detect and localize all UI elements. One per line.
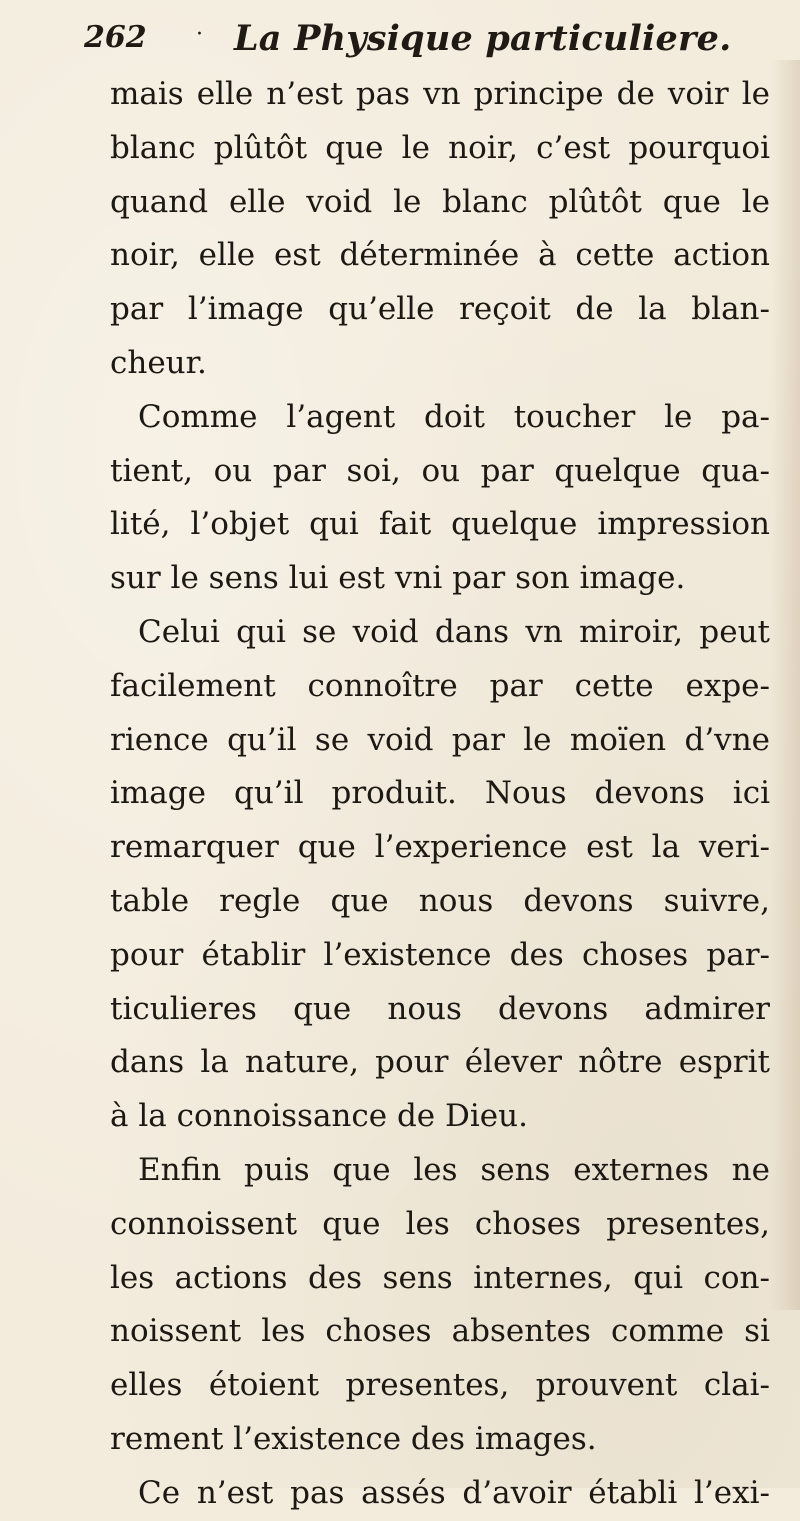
text-line: mais elle n’est pas vn principe de voir le	[110, 76, 770, 112]
text-line: elles étoient presentes, prouvent clai-	[110, 1367, 770, 1404]
text-line: par l’image qu’elle reçoit de la blan-	[110, 291, 770, 328]
text-line: les actions des sens internes, qui con-	[110, 1259, 770, 1296]
running-title: La Physique particuliere.	[234, 18, 732, 59]
text-line: table regle que nous devons suivre,	[110, 882, 770, 919]
page-number: 262	[84, 20, 147, 55]
text-line: pour établir l’existence des choses par-	[110, 936, 770, 973]
paragraph-start-line: Comme l’agent doit toucher le pa-	[138, 398, 770, 435]
text-line: sur le sens lui est vni par son image.	[110, 560, 686, 597]
text-line: dans la nature, pour élever nôtre esprit	[110, 1044, 770, 1081]
paragraph-start-line: Ce n’est pas assés d’avoir établi l’exi-	[138, 1474, 770, 1511]
text-line: ticulieres que nous devons admirer	[110, 990, 770, 1027]
text-line: facilement connoître par cette expe-	[110, 667, 770, 704]
text-line: rience qu’il se void par le moïen d’vne	[110, 721, 770, 758]
paragraph-start-line: Enfin puis que les sens externes ne	[138, 1151, 770, 1188]
text-line: noissent les choses absentes comme si	[110, 1313, 770, 1350]
text-line: image qu’il produit. Nous devons ici	[110, 775, 770, 812]
text-line: noir, elle est déterminée à cette action	[110, 237, 770, 274]
page-edge-shadow	[770, 60, 800, 1310]
text-line: connoissent que les choses presentes,	[110, 1205, 770, 1242]
text-line: rement l’existence des images.	[110, 1420, 597, 1457]
text-line: remarquer que l’experience est la veri-	[110, 829, 770, 866]
running-head	[84, 18, 784, 66]
text-line: à la connoissance de Dieu.	[110, 1098, 528, 1135]
text-line: lité, l’objet qui fait quelque impression	[110, 506, 770, 543]
text-line: blanc plûtôt que le noir, c’est pourquoi	[110, 129, 770, 166]
text-line: tient, ou par soi, ou par quelque qua-	[110, 452, 770, 489]
text-line: cheur.	[110, 344, 207, 381]
body-text	[110, 68, 770, 1521]
text-line: quand elle void le blanc plûtôt que le	[110, 183, 770, 220]
paragraph-start-line: Celui qui se void dans vn miroir, peut	[138, 613, 770, 650]
header-separator: ·	[196, 22, 203, 47]
